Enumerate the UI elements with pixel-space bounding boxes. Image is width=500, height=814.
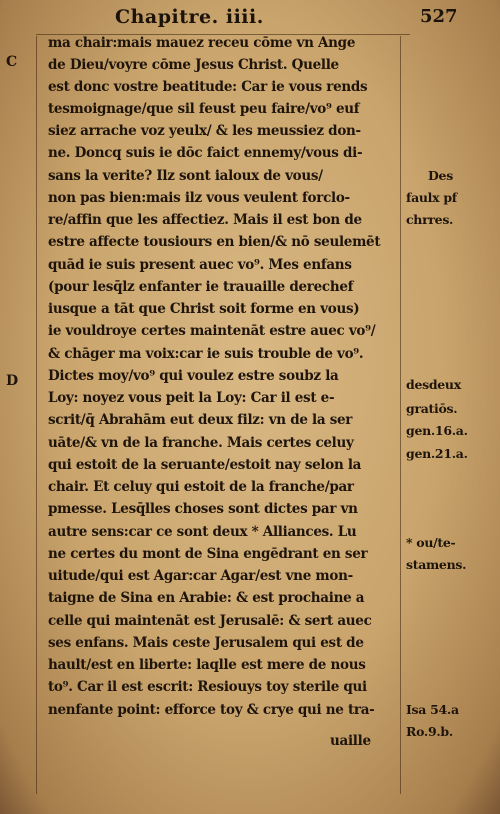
text-line: est donc vostre beatitude: Car ie vous rends xyxy=(48,79,368,95)
text-line: siez arrache voz yeulx/ & les meussiez don- xyxy=(48,123,361,139)
text-line: ses enfans. Mais ceste Jerusalem qui est de xyxy=(48,635,364,651)
margin-note: chrres. xyxy=(406,212,454,227)
text-line: iusque a tāt que Christ soit forme en vous) xyxy=(48,301,360,317)
text-line: pmesse. Lesq̄lles choses sont dictes par vn xyxy=(48,501,358,517)
text-line: uāte/& vn de la franche. Mais certes celuy xyxy=(48,435,354,451)
margin-note: gratiōs. xyxy=(406,401,458,416)
text-line: celle qui maintenāt est Jerusalē: & sert auec xyxy=(48,613,372,629)
margin-note: faulx pf xyxy=(406,190,457,205)
text-line: taigne de Sina en Arabie: & est prochaine a xyxy=(48,590,365,606)
paragraph-mark: D xyxy=(6,373,19,389)
text-line: ma chair:mais mauez receu cōme vn Ange xyxy=(48,35,356,51)
text-line: estre affecte tousiours en bien/& nō seulemēt xyxy=(48,234,381,250)
text-line: qui estoit de la seruante/estoit nay selon la xyxy=(48,457,362,473)
text-line: uitude/qui est Agar:car Agar/est vne mon- xyxy=(48,568,353,584)
text-line: (pour lesq̄lz enfanter ie trauaille derechef xyxy=(48,279,354,295)
margin-note: Isa 54.a xyxy=(406,702,459,717)
left-margin-rule xyxy=(36,36,37,794)
text-line: ne. Doncq suis ie dōc faict ennemy/vous di- xyxy=(48,145,363,161)
text-line: & chāger ma voix:car ie suis trouble de vo⁹. xyxy=(48,346,364,362)
text-line: tesmoignage/que sil feust peu faire/vo⁹ euf xyxy=(48,101,360,117)
text-line: scrit/q̄ Abrahām eut deux filz: vn de la ser xyxy=(48,412,353,428)
text-line: de Dieu/voyre cōme Jesus Christ. Quelle xyxy=(48,57,339,73)
right-margin-rule xyxy=(400,36,401,794)
text-line: Loy: noyez vous peit la Loy: Car il est e- xyxy=(48,390,335,406)
text-line: autre sens:car ce sont deux * Alliances. Lu xyxy=(48,524,357,540)
catchword: uaille xyxy=(330,733,371,749)
margin-note: gen.16.a. xyxy=(406,423,468,438)
margin-note: Ro.9.b. xyxy=(406,724,453,739)
margin-note: gen.21.a. xyxy=(406,446,468,461)
margin-note: desdeux xyxy=(406,377,461,392)
text-line: to⁹. Car il est escrit: Resiouys toy sterile qui xyxy=(48,679,367,695)
text-line: ne certes du mont de Sina engēdrant en ser xyxy=(48,546,368,562)
text-line: non pas bien:mais ilz vous veulent forclo- xyxy=(48,190,350,206)
margin-note: stamens. xyxy=(406,557,467,572)
paragraph-mark: C xyxy=(6,54,18,70)
text-line: nenfante point: efforce toy & crye qui ne tra- xyxy=(48,702,375,718)
text-line: hault/est en liberte: laqlle est mere de nous xyxy=(48,657,366,673)
text-line: chair. Et celuy qui estoit de la franche/par xyxy=(48,479,354,495)
margin-note: * ou/te- xyxy=(406,535,456,550)
text-line: Dictes moy/vo⁹ qui voulez estre soubz la xyxy=(48,368,339,384)
page-number: 527 xyxy=(420,6,458,27)
text-line: sans la verite? Ilz sont ialoux de vous/ xyxy=(48,168,323,184)
text-line: ie vouldroye certes maintenāt estre auec vo⁹/ xyxy=(48,323,376,339)
margin-note: Des xyxy=(428,168,453,183)
text-line: quād ie suis present auec vo⁹. Mes enfans xyxy=(48,257,352,273)
running-head: Chapitre. iiii. xyxy=(115,6,264,28)
text-line: re/affin que les affectiez. Mais il est bon de xyxy=(48,212,362,228)
